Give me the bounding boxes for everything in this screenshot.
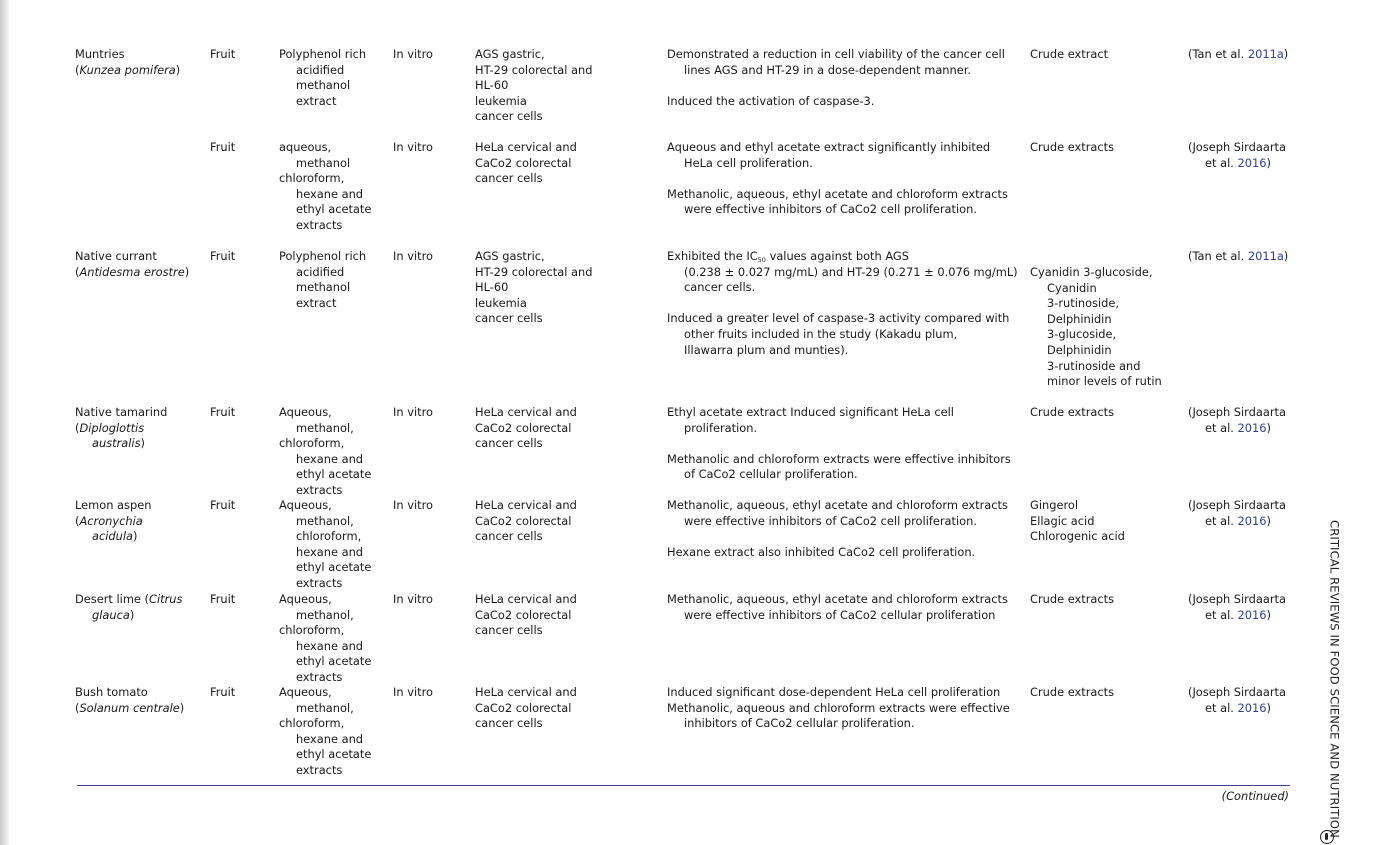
plant-part: Fruit <box>210 140 236 154</box>
cell-lines: AGS gastric, HT-29 colorectal and HL-60 leukemia cancer cells <box>475 47 593 124</box>
table-bottom-rule <box>77 785 1290 786</box>
reference-year-link[interactable]: 2011a <box>1247 249 1284 263</box>
extract-type: Aqueous, methanol, chloroform, hexane and ethyl acetate extracts <box>279 405 372 497</box>
reference: (Joseph Sirdaarta et al. 2016) <box>1188 405 1286 435</box>
plant-part: Fruit <box>210 47 236 61</box>
study-model: In vitro <box>393 249 433 263</box>
reference-year-link[interactable]: 2016 <box>1237 607 1267 622</box>
cell-lines: HeLa cervical and CaCo2 colorectal cancer cells <box>475 140 577 186</box>
reference: (Joseph Sirdaarta et al. 2016) <box>1188 140 1286 170</box>
effect-description: Aqueous and ethyl acetate extract significantly inhibited HeLa cell proliferation. Methanolic, aqueous, ethyl acetate and chloroform extracts were effective inhibitors of CaCo2 cell proliferation. <box>667 140 1008 217</box>
study-model: In vitro <box>393 405 433 419</box>
compounds: Crude extracts <box>1030 140 1115 154</box>
reference-year-link[interactable]: 2016 <box>1237 155 1267 170</box>
extract-type: Aqueous, methanol, chloroform, hexane and ethyl acetate extracts <box>279 592 372 684</box>
plant-part: Fruit <box>210 498 236 512</box>
plant-name: Muntries (Kunzea pomifera) <box>75 47 181 77</box>
effect-description: Methanolic, aqueous, ethyl acetate and chloroform extracts were effective inhibitors of CaCo2 cellular proliferation <box>667 592 1008 622</box>
reference-year-link[interactable]: 2011a <box>1247 47 1284 61</box>
compounds: Cyanidin 3-glucoside, Cyanidin 3-rutinoside, Delphinidin 3-glucoside, Delphinidin 3-rutinoside and minor levels of rutin <box>1030 265 1162 389</box>
reference: (Joseph Sirdaarta et al. 2016) <box>1188 685 1286 715</box>
cell-lines: HeLa cervical and CaCo2 colorectal cancer cells <box>475 685 577 731</box>
cell-lines: HeLa cervical and CaCo2 colorectal cancer cells <box>475 498 577 544</box>
plant-name: Lemon aspen (Acronychia acidula) <box>75 498 152 544</box>
study-model: In vitro <box>393 685 433 699</box>
study-model: In vitro <box>393 592 433 606</box>
compounds: Gingerol Ellagic acid Chlorogenic acid <box>1030 498 1125 544</box>
page-edge-shadow <box>0 0 10 845</box>
journal-logo-icon <box>1320 830 1334 844</box>
compounds: Crude extracts <box>1030 592 1115 606</box>
effect-description: Demonstrated a reduction in cell viability of the cancer cell lines AGS and HT-29 in a dose-dependent manner. Induced the activation of caspase-3. <box>667 47 1005 108</box>
extract-type: Polyphenol rich acidified methanol extract <box>279 249 367 310</box>
cell-lines: AGS gastric, HT-29 colorectal and HL-60 leukemia cancer cells <box>475 249 593 326</box>
plant-part: Fruit <box>210 405 236 419</box>
effect-description: Exhibited the $IC_{50}$ values against both AGS (0.238 ± 0.027 mg/mL) and HT-29 (0.271 ± 0.076 mg/mL) cancer cells. Induced a greater level of caspase-3 activity compared with other fruits included in the study (Kakadu plum, Illawarra plum and munties). <box>667 249 1018 357</box>
study-model: In vitro <box>393 498 433 512</box>
plant-part: Fruit <box>210 249 236 263</box>
plant-part: Fruit <box>210 592 236 606</box>
reference-year-link[interactable]: 2016 <box>1237 513 1267 528</box>
cell-lines: HeLa cervical and CaCo2 colorectal cancer cells <box>475 405 577 451</box>
extract-type: Aqueous, methanol, chloroform, hexane and ethyl acetate extracts <box>279 685 372 777</box>
reference: (Joseph Sirdaarta et al. 2016) <box>1188 592 1286 622</box>
effect-description: Induced significant dose-dependent HeLa cell proliferation Methanolic, aqueous and chloroform extracts were effective inhibitors of CaCo2 cellular proliferation. <box>667 685 1010 731</box>
plant-name: Desert lime (Citrus glauca) <box>75 592 183 622</box>
compounds: Crude extracts <box>1030 405 1115 419</box>
extract-type: Polyphenol rich acidified methanol extract <box>279 47 367 108</box>
continued-label: (Continued) <box>1221 789 1289 803</box>
plant-part: Fruit <box>210 685 236 699</box>
plant-name: Native currant (Antidesma erostre) <box>75 249 190 279</box>
reference-year-link[interactable]: 2016 <box>1237 700 1267 715</box>
reference: (Joseph Sirdaarta et al. 2016) <box>1188 498 1286 528</box>
study-model: In vitro <box>393 140 433 154</box>
reference: (Tan et al. 2011a) <box>1188 249 1289 263</box>
compounds: Crude extract <box>1030 47 1109 61</box>
extract-type: aqueous, methanol chloroform, hexane and ethyl acetate extracts <box>279 140 372 232</box>
plant-name: Native tamarind (Diploglottis australis) <box>75 405 168 451</box>
plant-name: Bush tomato (Solanum centrale) <box>75 685 185 715</box>
reference: (Tan et al. 2011a) <box>1188 47 1289 61</box>
compounds: Crude extracts <box>1030 685 1115 699</box>
extract-type: Aqueous, methanol, chloroform, hexane and ethyl acetate extracts <box>279 498 372 590</box>
cell-lines: HeLa cervical and CaCo2 colorectal cancer cells <box>475 592 577 638</box>
study-model: In vitro <box>393 47 433 61</box>
effect-description: Methanolic, aqueous, ethyl acetate and chloroform extracts were effective inhibitors of CaCo2 cell proliferation. Hexane extract also inhibited CaCo2 cell proliferation. <box>667 498 1008 559</box>
running-head: CRITICAL REVIEWS IN FOOD SCIENCE AND NUTRITION <box>1327 520 1342 838</box>
reference-year-link[interactable]: 2016 <box>1237 420 1267 435</box>
effect-description: Ethyl acetate extract Induced significant HeLa cell proliferation. Methanolic and chloroform extracts were effective inhibitors of CaCo2 cellular proliferation. <box>667 405 1011 482</box>
